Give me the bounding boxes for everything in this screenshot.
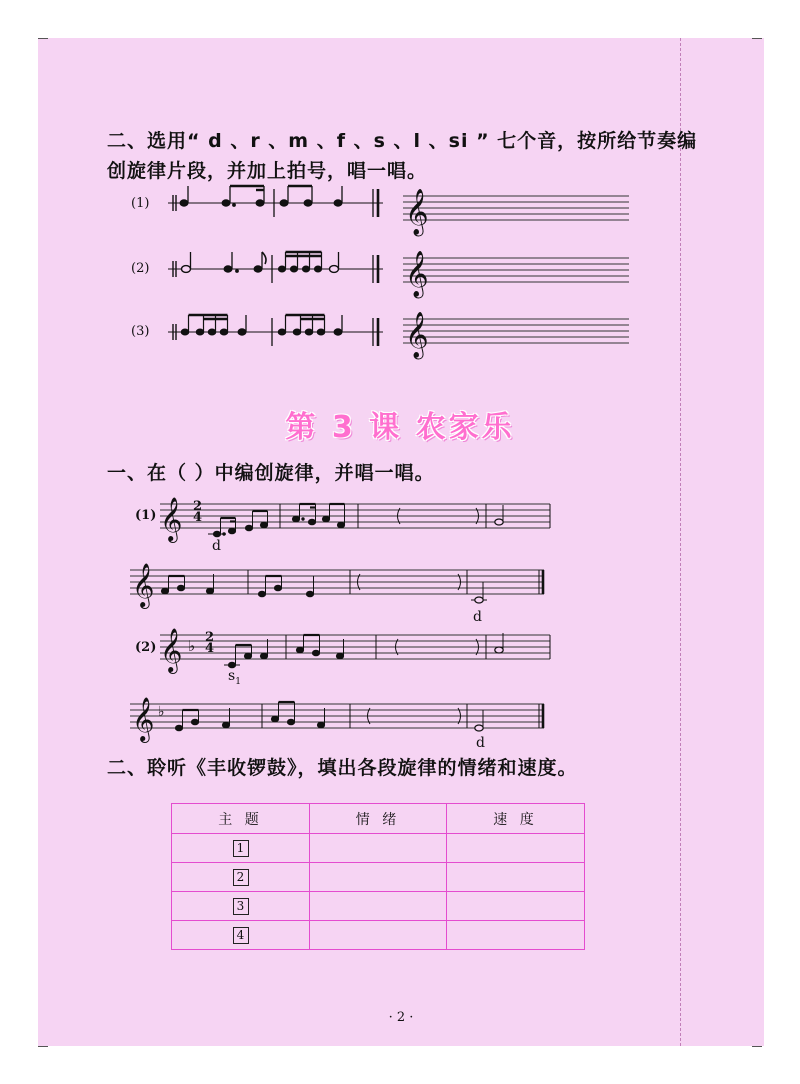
tempo-cell[interactable]: [447, 834, 585, 863]
time-sig-top: 2: [193, 499, 203, 514]
theme-number-box: 4: [233, 927, 249, 944]
rhythm-label-1: (1): [131, 196, 150, 211]
solfa-d-3: d: [476, 735, 485, 751]
table-row: [172, 921, 585, 950]
solfa-s1: [228, 668, 241, 687]
mood-cell[interactable]: [310, 892, 447, 921]
solfa-s: s: [228, 668, 236, 684]
theme-number-box: 3: [233, 898, 249, 915]
answer-staff-3: [403, 311, 635, 361]
time-signature: [193, 501, 202, 523]
lesson-title: 第 3 课 农家乐: [285, 410, 515, 445]
theme-cell: [172, 921, 310, 950]
table-row: [172, 834, 585, 863]
flat-icon: ♭: [158, 704, 165, 720]
rhythm-label-2: (2): [131, 261, 150, 276]
section-a-heading-line1: 二、选用“ d 、r 、m 、f 、s 、l 、si ” 七个音，按所给节奏编: [107, 130, 698, 152]
theme-cell: [172, 834, 310, 863]
treble-clef-icon: 𝄞: [132, 563, 155, 607]
header-theme: 主 题: [172, 804, 310, 834]
mood-cell[interactable]: [310, 921, 447, 950]
tempo-cell[interactable]: [447, 892, 585, 921]
melody-staff-1b: [130, 562, 550, 618]
table-row: [172, 863, 585, 892]
time-sig-top: 2: [205, 630, 215, 645]
fold-line: [680, 38, 681, 1046]
section-b-heading: 一、在（ ）中编创旋律，并唱一唱。: [107, 462, 435, 484]
section-c-heading: 二、聆听《丰收锣鼓》，填出各段旋律的情绪和速度。: [107, 757, 578, 779]
melody-staff-2b: [130, 696, 550, 746]
exercise-label-1: (1): [135, 508, 157, 523]
exercise-label-2: (2): [135, 640, 157, 655]
header-tempo: 速 度: [447, 804, 585, 834]
rhythm-pattern-1: [168, 183, 398, 223]
mood-tempo-table: [171, 803, 585, 950]
mood-cell[interactable]: [310, 834, 447, 863]
section-a-heading-line2: 创旋律片段，并加上拍号，唱一唱。: [107, 160, 428, 182]
flat-key-sign: ♭: [188, 637, 196, 655]
theme-number-box: 2: [233, 869, 249, 886]
table-row: [172, 892, 585, 921]
rhythm-pattern-2: [168, 249, 398, 289]
treble-clef-icon: 𝄞: [160, 628, 183, 672]
tempo-cell[interactable]: [447, 863, 585, 892]
answer-staff-1: [403, 188, 635, 238]
crop-mark: [752, 1046, 762, 1047]
treble-clef-icon: 𝄞: [405, 312, 429, 358]
crop-mark: [38, 1046, 48, 1047]
time-signature-2: [205, 632, 214, 654]
theme-cell: [172, 863, 310, 892]
melody-staff-2a: [160, 627, 560, 677]
solfa-d-2: d: [473, 609, 482, 625]
treble-clef-icon: 𝄞: [160, 497, 183, 541]
mood-cell[interactable]: [310, 863, 447, 892]
solfa-d-1: d: [212, 538, 221, 554]
solfa-s-subscript: 1: [235, 676, 241, 687]
rhythm-label-3: (3): [131, 324, 150, 339]
rhythm-pattern-3: [168, 312, 398, 352]
answer-staff-2: [403, 250, 635, 300]
treble-clef-icon: 𝄞: [405, 251, 429, 297]
treble-clef-icon: 𝄞: [132, 697, 155, 741]
theme-number-box: 1: [233, 840, 249, 857]
page-number: · 2 ·: [388, 1010, 414, 1025]
crop-mark: [38, 38, 48, 39]
table-header-row: [172, 804, 585, 834]
tempo-cell[interactable]: [447, 921, 585, 950]
time-sig-bottom: 4: [205, 641, 215, 656]
header-mood: 情 绪: [310, 804, 447, 834]
treble-clef-icon: 𝄞: [405, 189, 429, 235]
crop-mark: [752, 38, 762, 39]
time-sig-bottom: 4: [193, 510, 203, 525]
theme-cell: [172, 892, 310, 921]
